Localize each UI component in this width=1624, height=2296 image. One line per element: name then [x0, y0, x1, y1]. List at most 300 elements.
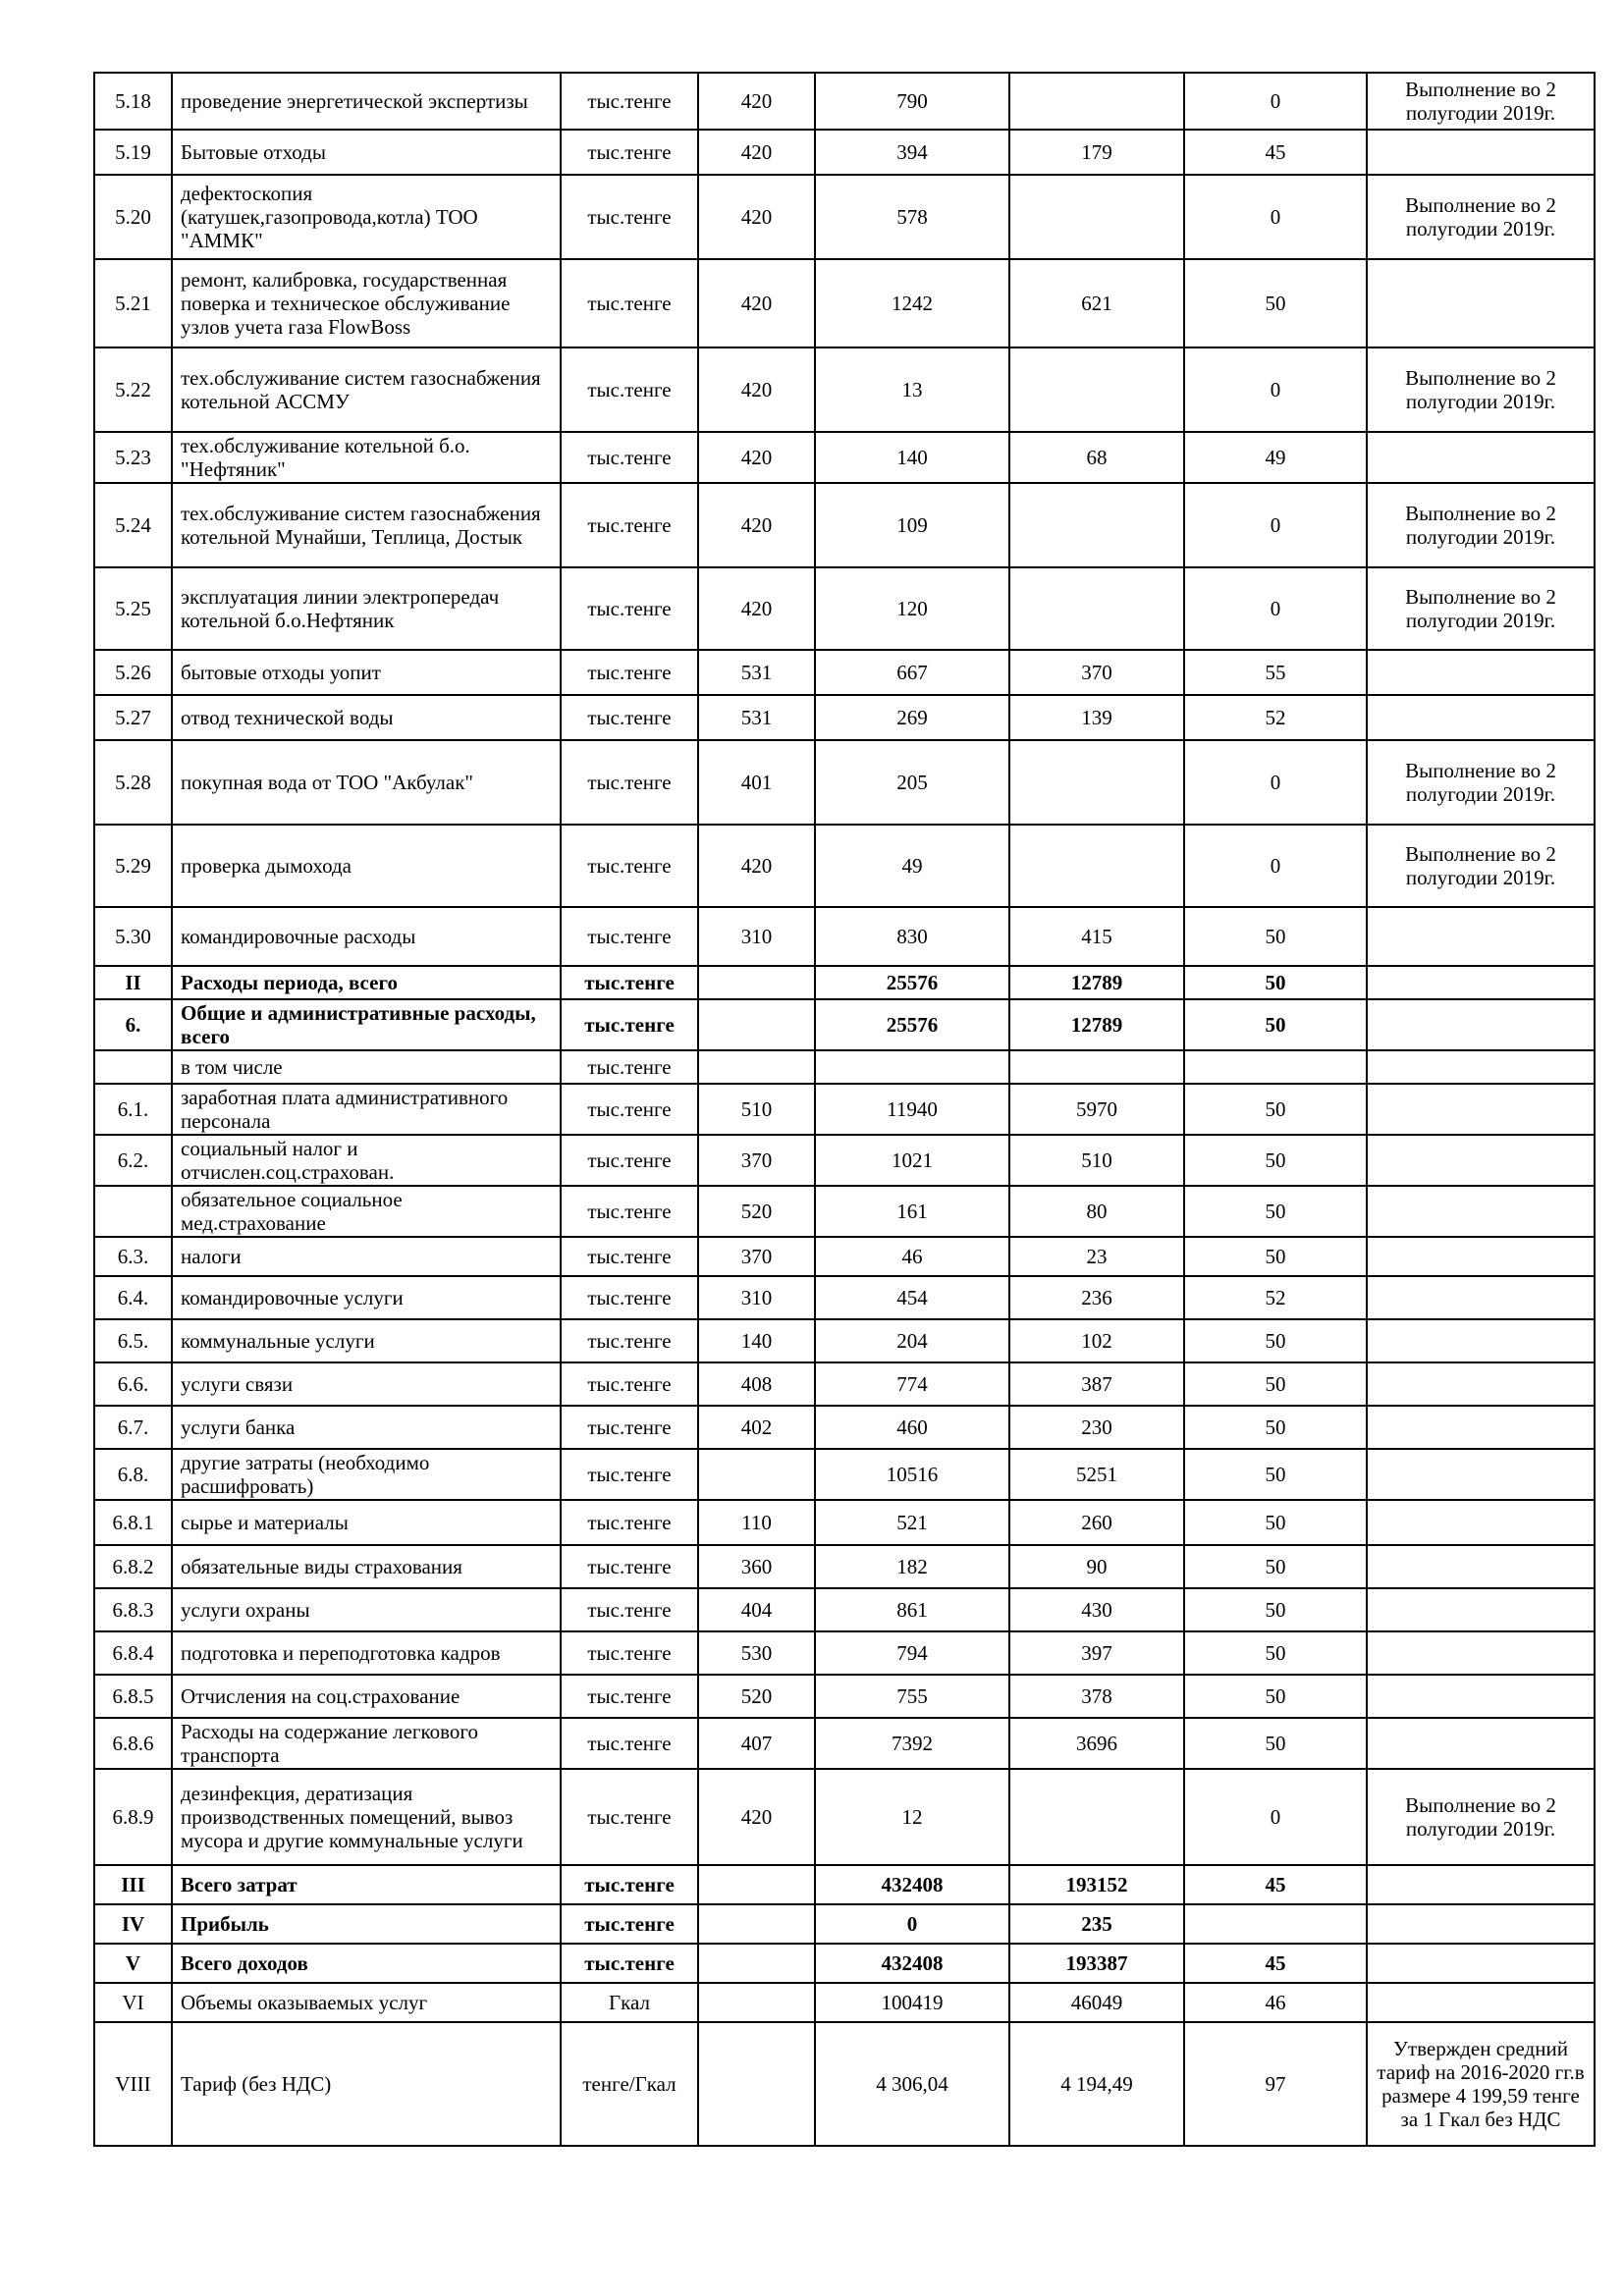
row-number: 6.4.	[94, 1276, 172, 1319]
row-name: отвод технической воды	[172, 695, 561, 740]
row-percent: 97	[1184, 2022, 1367, 2146]
row-unit: тенге/Гкал	[561, 2022, 698, 2146]
row-unit: тыс.тенге	[561, 1865, 698, 1904]
row-plan-value: 46	[815, 1237, 1009, 1276]
row-code: 370	[698, 1135, 815, 1186]
table-row	[94, 1276, 1595, 1319]
table-row	[94, 567, 1595, 650]
table-row	[94, 259, 1595, 347]
table-row	[94, 1050, 1595, 1084]
row-fact-value: 387	[1009, 1362, 1184, 1406]
row-fact-value: 370	[1009, 650, 1184, 695]
row-plan-value: 1242	[815, 259, 1009, 347]
row-plan-value: 269	[815, 695, 1009, 740]
row-number: VIII	[94, 2022, 172, 2146]
row-unit: тыс.тенге	[561, 966, 698, 999]
row-name: Тариф (без НДС)	[172, 2022, 561, 2146]
table-row	[94, 130, 1595, 175]
row-fact-value: 5251	[1009, 1449, 1184, 1500]
table-row	[94, 825, 1595, 907]
row-code: 420	[698, 432, 815, 483]
row-unit: тыс.тенге	[561, 1276, 698, 1319]
row-plan-value: 11940	[815, 1084, 1009, 1135]
row-name: покупная вода от ТОО "Акбулак"	[172, 740, 561, 825]
row-percent: 50	[1184, 1406, 1367, 1449]
row-number: 6.8.9	[94, 1769, 172, 1865]
row-number: 5.22	[94, 347, 172, 432]
row-fact-value: 12789	[1009, 999, 1184, 1050]
row-name: услуги связи	[172, 1362, 561, 1406]
row-plan-value: 794	[815, 1631, 1009, 1675]
row-plan-value: 120	[815, 567, 1009, 650]
row-number: 5.20	[94, 175, 172, 259]
row-number	[94, 1050, 172, 1084]
row-name: дефектоскопия (катушек,газопровода,котла) ТОО "АММК"	[172, 175, 561, 259]
row-name: Расходы периода, всего	[172, 966, 561, 999]
row-note	[1367, 1865, 1595, 1904]
row-note	[1367, 1135, 1595, 1186]
row-note	[1367, 1237, 1595, 1276]
row-note: Выполнение во 2 полугодии 2019г.	[1367, 347, 1595, 432]
row-name: Бытовые отходы	[172, 130, 561, 175]
row-fact-value: 102	[1009, 1319, 1184, 1362]
row-plan-value: 432408	[815, 1944, 1009, 1983]
row-note	[1367, 966, 1595, 999]
row-fact-value: 260	[1009, 1500, 1184, 1545]
row-percent: 50	[1184, 1718, 1367, 1769]
row-note	[1367, 1983, 1595, 2022]
row-percent: 50	[1184, 1588, 1367, 1631]
row-unit: тыс.тенге	[561, 1237, 698, 1276]
row-name: дезинфекция, дератизация производственных помещений, вывоз мусора и другие коммунальные услуги	[172, 1769, 561, 1865]
row-number: 6.8.2	[94, 1545, 172, 1588]
row-fact-value: 12789	[1009, 966, 1184, 999]
row-percent: 46	[1184, 1983, 1367, 2022]
row-code	[698, 1983, 815, 2022]
row-plan-value: 667	[815, 650, 1009, 695]
row-name: ремонт, калибровка, государственная поверка и техническое обслуживание узлов учета газа FlowBoss	[172, 259, 561, 347]
row-code: 531	[698, 650, 815, 695]
row-plan-value: 432408	[815, 1865, 1009, 1904]
row-name: командировочные расходы	[172, 907, 561, 966]
table-row	[94, 1406, 1595, 1449]
row-fact-value: 80	[1009, 1186, 1184, 1237]
row-name: проверка дымохода	[172, 825, 561, 907]
row-code: 520	[698, 1675, 815, 1718]
row-plan-value: 10516	[815, 1449, 1009, 1500]
row-fact-value	[1009, 567, 1184, 650]
row-unit: тыс.тенге	[561, 907, 698, 966]
row-unit: тыс.тенге	[561, 695, 698, 740]
row-percent: 50	[1184, 259, 1367, 347]
row-note	[1367, 1186, 1595, 1237]
row-percent: 0	[1184, 825, 1367, 907]
row-name: тех.обслуживание систем газоснабжения котельной Мунайши, Теплица, Достык	[172, 483, 561, 567]
row-plan-value: 204	[815, 1319, 1009, 1362]
row-unit: тыс.тенге	[561, 1319, 698, 1362]
row-fact-value: 3696	[1009, 1718, 1184, 1769]
row-fact-value: 68	[1009, 432, 1184, 483]
row-note	[1367, 650, 1595, 695]
row-plan-value: 25576	[815, 966, 1009, 999]
row-number: 5.27	[94, 695, 172, 740]
row-fact-value: 415	[1009, 907, 1184, 966]
row-code	[698, 1904, 815, 1944]
row-code: 110	[698, 1500, 815, 1545]
row-code: 530	[698, 1631, 815, 1675]
row-code: 407	[698, 1718, 815, 1769]
row-plan-value: 1021	[815, 1135, 1009, 1186]
row-name: в том числе	[172, 1050, 561, 1084]
row-plan-value: 7392	[815, 1718, 1009, 1769]
row-unit: тыс.тенге	[561, 1588, 698, 1631]
row-name: коммунальные услуги	[172, 1319, 561, 1362]
row-name: обязательные виды страхования	[172, 1545, 561, 1588]
row-name: подготовка и переподготовка кадров	[172, 1631, 561, 1675]
row-unit: тыс.тенге	[561, 259, 698, 347]
row-percent: 0	[1184, 347, 1367, 432]
row-name: эксплуатация линии электропередач котельной б.о.Нефтяник	[172, 567, 561, 650]
row-fact-value: 4 194,49	[1009, 2022, 1184, 2146]
row-number: 5.29	[94, 825, 172, 907]
cost-report-table	[93, 72, 1596, 2147]
row-unit: Гкал	[561, 1983, 698, 2022]
row-fact-value	[1009, 347, 1184, 432]
row-unit: тыс.тенге	[561, 567, 698, 650]
row-number: 6.6.	[94, 1362, 172, 1406]
row-name: услуги банка	[172, 1406, 561, 1449]
row-percent: 50	[1184, 1449, 1367, 1500]
row-number: 6.7.	[94, 1406, 172, 1449]
row-plan-value: 830	[815, 907, 1009, 966]
row-unit: тыс.тенге	[561, 1135, 698, 1186]
row-note: Выполнение во 2 полугодии 2019г.	[1367, 175, 1595, 259]
row-plan-value	[815, 1050, 1009, 1084]
row-number: 5.18	[94, 73, 172, 130]
row-plan-value: 774	[815, 1362, 1009, 1406]
row-fact-value	[1009, 740, 1184, 825]
row-code: 520	[698, 1186, 815, 1237]
row-plan-value: 205	[815, 740, 1009, 825]
row-fact-value: 378	[1009, 1675, 1184, 1718]
row-note	[1367, 1545, 1595, 1588]
row-name: налоги	[172, 1237, 561, 1276]
row-code: 420	[698, 175, 815, 259]
table-row	[94, 650, 1595, 695]
row-name: сырье и материалы	[172, 1500, 561, 1545]
row-code: 370	[698, 1237, 815, 1276]
row-unit: тыс.тенге	[561, 825, 698, 907]
row-percent: 45	[1184, 1865, 1367, 1904]
row-note	[1367, 695, 1595, 740]
row-code	[698, 1050, 815, 1084]
table-row	[94, 1865, 1595, 1904]
row-note	[1367, 1631, 1595, 1675]
row-note	[1367, 1944, 1595, 1983]
row-plan-value: 4 306,04	[815, 2022, 1009, 2146]
row-unit: тыс.тенге	[561, 130, 698, 175]
row-code: 420	[698, 259, 815, 347]
row-number: 6.1.	[94, 1084, 172, 1135]
row-percent: 50	[1184, 1319, 1367, 1362]
row-plan-value: 755	[815, 1675, 1009, 1718]
table-row	[94, 483, 1595, 567]
row-name: услуги охраны	[172, 1588, 561, 1631]
row-fact-value: 430	[1009, 1588, 1184, 1631]
row-percent: 50	[1184, 1500, 1367, 1545]
row-fact-value: 193152	[1009, 1865, 1184, 1904]
row-number: 6.	[94, 999, 172, 1050]
row-note: Выполнение во 2 полугодии 2019г.	[1367, 740, 1595, 825]
row-unit: тыс.тенге	[561, 1362, 698, 1406]
row-unit: тыс.тенге	[561, 1675, 698, 1718]
row-unit: тыс.тенге	[561, 347, 698, 432]
row-code	[698, 2022, 815, 2146]
row-plan-value: 140	[815, 432, 1009, 483]
row-fact-value	[1009, 483, 1184, 567]
row-unit: тыс.тенге	[561, 1449, 698, 1500]
table-row	[94, 1545, 1595, 1588]
row-name: Прибыль	[172, 1904, 561, 1944]
row-unit: тыс.тенге	[561, 1406, 698, 1449]
row-note: Выполнение во 2 полугодии 2019г.	[1367, 1769, 1595, 1865]
row-code: 310	[698, 907, 815, 966]
row-note: Выполнение во 2 полугодии 2019г.	[1367, 567, 1595, 650]
row-name: Отчисления на соц.страхование	[172, 1675, 561, 1718]
row-percent: 45	[1184, 1944, 1367, 1983]
row-percent: 50	[1184, 1362, 1367, 1406]
row-number: 6.8.6	[94, 1718, 172, 1769]
row-number: 6.3.	[94, 1237, 172, 1276]
row-number: 5.19	[94, 130, 172, 175]
row-plan-value: 521	[815, 1500, 1009, 1545]
row-plan-value: 49	[815, 825, 1009, 907]
row-plan-value: 12	[815, 1769, 1009, 1865]
row-unit: тыс.тенге	[561, 1904, 698, 1944]
row-plan-value: 161	[815, 1186, 1009, 1237]
table-row	[94, 1449, 1595, 1500]
row-plan-value: 861	[815, 1588, 1009, 1631]
row-fact-value	[1009, 175, 1184, 259]
row-fact-value: 179	[1009, 130, 1184, 175]
row-percent: 52	[1184, 695, 1367, 740]
row-code: 510	[698, 1084, 815, 1135]
table-row	[94, 1983, 1595, 2022]
table-row	[94, 695, 1595, 740]
row-plan-value: 100419	[815, 1983, 1009, 2022]
row-unit: тыс.тенге	[561, 1631, 698, 1675]
row-unit: тыс.тенге	[561, 1186, 698, 1237]
row-unit: тыс.тенге	[561, 1084, 698, 1135]
row-number: III	[94, 1865, 172, 1904]
table-row	[94, 1769, 1595, 1865]
row-note	[1367, 1050, 1595, 1084]
row-code: 420	[698, 825, 815, 907]
row-percent: 50	[1184, 907, 1367, 966]
row-code: 420	[698, 347, 815, 432]
table-row	[94, 1500, 1595, 1545]
row-plan-value: 394	[815, 130, 1009, 175]
table-row	[94, 907, 1595, 966]
row-unit: тыс.тенге	[561, 1944, 698, 1983]
row-percent: 50	[1184, 1675, 1367, 1718]
row-note	[1367, 1449, 1595, 1500]
row-unit: тыс.тенге	[561, 175, 698, 259]
table-row	[94, 1186, 1595, 1237]
row-name: обязательное социальное мед.страхование	[172, 1186, 561, 1237]
row-fact-value: 23	[1009, 1237, 1184, 1276]
row-note	[1367, 1406, 1595, 1449]
row-code: 420	[698, 73, 815, 130]
row-note	[1367, 1718, 1595, 1769]
row-number: 6.8.4	[94, 1631, 172, 1675]
row-unit: тыс.тенге	[561, 650, 698, 695]
row-percent: 0	[1184, 73, 1367, 130]
row-percent: 0	[1184, 1769, 1367, 1865]
row-fact-value: 193387	[1009, 1944, 1184, 1983]
row-percent	[1184, 1050, 1367, 1084]
row-note	[1367, 1319, 1595, 1362]
row-plan-value: 0	[815, 1904, 1009, 1944]
row-fact-value: 46049	[1009, 1983, 1184, 2022]
row-fact-value: 236	[1009, 1276, 1184, 1319]
row-number: 6.2.	[94, 1135, 172, 1186]
row-percent: 50	[1184, 1186, 1367, 1237]
row-percent: 50	[1184, 966, 1367, 999]
row-name: заработная плата административного персонала	[172, 1084, 561, 1135]
row-name: Всего доходов	[172, 1944, 561, 1983]
row-fact-value	[1009, 1050, 1184, 1084]
table-row	[94, 1362, 1595, 1406]
table-row	[94, 2022, 1595, 2146]
row-name: командировочные услуги	[172, 1276, 561, 1319]
table-row	[94, 1135, 1595, 1186]
row-note	[1367, 1675, 1595, 1718]
row-code	[698, 1865, 815, 1904]
row-fact-value: 5970	[1009, 1084, 1184, 1135]
row-note	[1367, 999, 1595, 1050]
row-fact-value	[1009, 1769, 1184, 1865]
table-row	[94, 347, 1595, 432]
row-percent: 55	[1184, 650, 1367, 695]
row-plan-value: 25576	[815, 999, 1009, 1050]
row-number: IV	[94, 1904, 172, 1944]
row-fact-value: 621	[1009, 259, 1184, 347]
row-number: 6.8.1	[94, 1500, 172, 1545]
row-unit: тыс.тенге	[561, 1545, 698, 1588]
row-number: V	[94, 1944, 172, 1983]
row-unit: тыс.тенге	[561, 999, 698, 1050]
row-number: 5.25	[94, 567, 172, 650]
row-code: 360	[698, 1545, 815, 1588]
row-unit: тыс.тенге	[561, 432, 698, 483]
table-row	[94, 1718, 1595, 1769]
row-fact-value	[1009, 73, 1184, 130]
row-number: 5.28	[94, 740, 172, 825]
row-code: 402	[698, 1406, 815, 1449]
row-code: 420	[698, 1769, 815, 1865]
row-percent: 50	[1184, 999, 1367, 1050]
row-number: 5.21	[94, 259, 172, 347]
row-name: бытовые отходы уопит	[172, 650, 561, 695]
row-code: 420	[698, 130, 815, 175]
row-name: социальный налог и отчислен.соц.страхован.	[172, 1135, 561, 1186]
row-plan-value: 13	[815, 347, 1009, 432]
row-plan-value: 460	[815, 1406, 1009, 1449]
table-row	[94, 175, 1595, 259]
row-unit: тыс.тенге	[561, 1769, 698, 1865]
table-row	[94, 1588, 1595, 1631]
table-row	[94, 432, 1595, 483]
row-plan-value: 109	[815, 483, 1009, 567]
table-row	[94, 1944, 1595, 1983]
row-number: 5.24	[94, 483, 172, 567]
row-note: Выполнение во 2 полугодии 2019г.	[1367, 73, 1595, 130]
row-number: 6.8.5	[94, 1675, 172, 1718]
row-number: 5.30	[94, 907, 172, 966]
row-percent: 50	[1184, 1545, 1367, 1588]
row-percent: 0	[1184, 483, 1367, 567]
row-fact-value: 397	[1009, 1631, 1184, 1675]
row-number: 6.8.	[94, 1449, 172, 1500]
row-percent: 50	[1184, 1084, 1367, 1135]
row-number: 5.23	[94, 432, 172, 483]
report-sheet	[93, 72, 1596, 2147]
row-name: Всего затрат	[172, 1865, 561, 1904]
row-note	[1367, 432, 1595, 483]
row-note	[1367, 1084, 1595, 1135]
row-percent: 50	[1184, 1631, 1367, 1675]
row-unit: тыс.тенге	[561, 483, 698, 567]
row-plan-value: 182	[815, 1545, 1009, 1588]
row-fact-value	[1009, 825, 1184, 907]
row-name: проведение энергетической экспертизы	[172, 73, 561, 130]
row-fact-value: 230	[1009, 1406, 1184, 1449]
row-name: Общие и административные расходы, всего	[172, 999, 561, 1050]
row-name: Объемы оказываемых услуг	[172, 1983, 561, 2022]
row-note	[1367, 130, 1595, 175]
row-code: 404	[698, 1588, 815, 1631]
row-note: Выполнение во 2 полугодии 2019г.	[1367, 483, 1595, 567]
row-code	[698, 1449, 815, 1500]
row-note	[1367, 259, 1595, 347]
row-percent: 45	[1184, 130, 1367, 175]
row-percent: 52	[1184, 1276, 1367, 1319]
table-row	[94, 1675, 1595, 1718]
row-percent: 50	[1184, 1237, 1367, 1276]
row-code	[698, 1944, 815, 1983]
table-row	[94, 740, 1595, 825]
table-row	[94, 1237, 1595, 1276]
row-name: тех.обслуживание котельной б.о. "Нефтяник"	[172, 432, 561, 483]
row-plan-value: 454	[815, 1276, 1009, 1319]
table-row	[94, 1084, 1595, 1135]
row-note	[1367, 1276, 1595, 1319]
row-code: 310	[698, 1276, 815, 1319]
row-note	[1367, 1904, 1595, 1944]
row-plan-value: 578	[815, 175, 1009, 259]
row-number: 6.8.3	[94, 1588, 172, 1631]
row-name: Расходы на содержание легкового транспорта	[172, 1718, 561, 1769]
row-unit: тыс.тенге	[561, 740, 698, 825]
row-note	[1367, 1588, 1595, 1631]
row-code: 408	[698, 1362, 815, 1406]
row-code: 140	[698, 1319, 815, 1362]
row-note	[1367, 1362, 1595, 1406]
row-percent: 50	[1184, 1135, 1367, 1186]
row-number: 5.26	[94, 650, 172, 695]
row-fact-value: 139	[1009, 695, 1184, 740]
